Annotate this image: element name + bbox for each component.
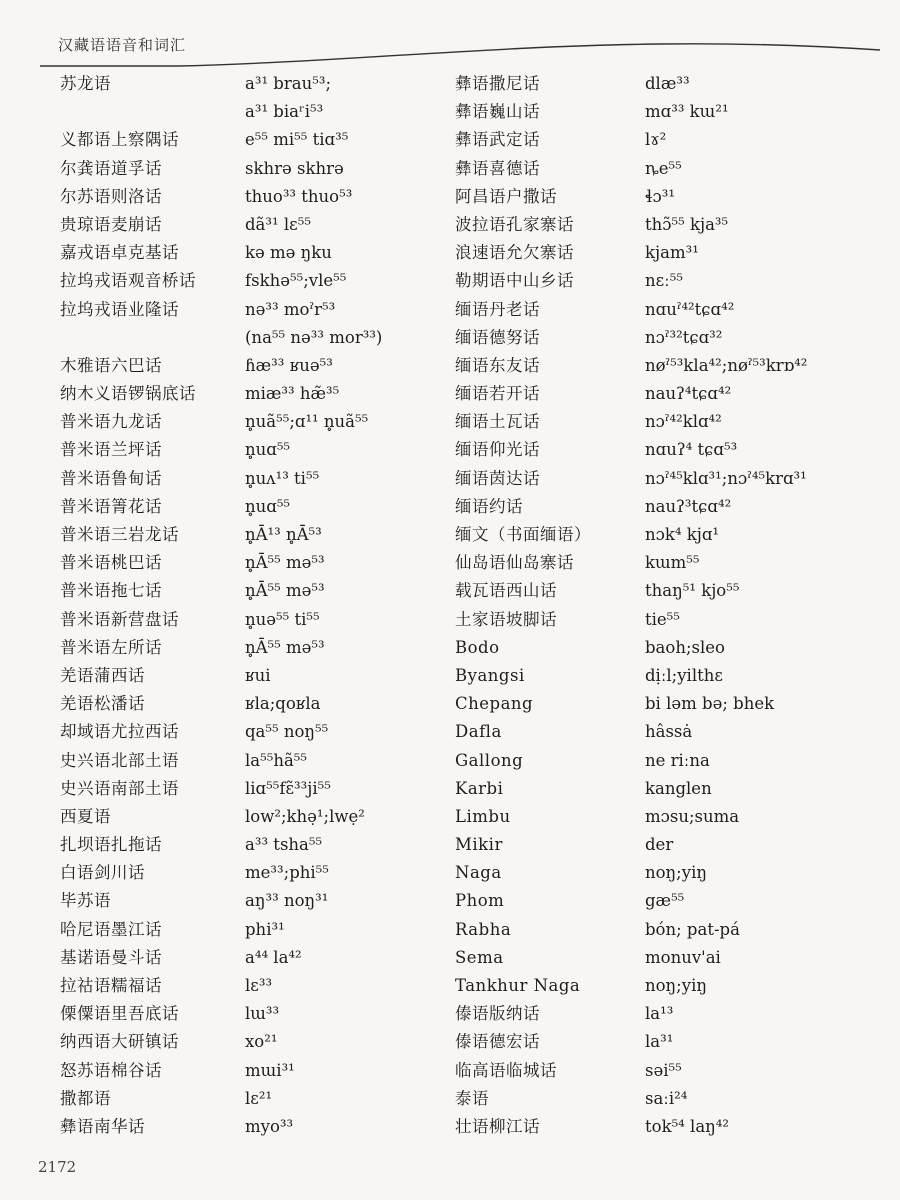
word-form: mɑ³³ kɯ²¹: [645, 102, 729, 122]
word-form: la³¹: [645, 1032, 674, 1052]
table-row: [455, 887, 875, 915]
table-row: [60, 70, 440, 98]
table-row: [60, 803, 440, 831]
word-form: thaŋ⁵¹ kjo⁵⁵: [645, 581, 740, 601]
language-name: Dafla: [455, 722, 502, 742]
table-row: [60, 775, 440, 803]
table-row: [60, 972, 440, 1000]
language-name: 西夏语: [60, 806, 111, 826]
table-row: [60, 1085, 440, 1113]
table-row: [455, 718, 875, 746]
table-row: [455, 859, 875, 887]
table-row: [455, 549, 875, 577]
language-name: 拉祜语糯福话: [60, 976, 162, 995]
language-name: 壮语柳江话: [455, 1116, 540, 1136]
word-form: dã³¹ lɛ⁵⁵: [245, 214, 311, 234]
language-name: 缅语约话: [455, 496, 523, 516]
word-form: la⁵⁵hã⁵⁵: [245, 750, 308, 770]
word-form: e⁵⁵ mi⁵⁵ tiɑ³⁵: [245, 130, 349, 150]
language-name: 却域语尤拉西话: [60, 722, 179, 742]
language-name: 彝语武定话: [455, 130, 540, 150]
word-form: ne riːna: [645, 750, 710, 770]
word-form: mɔsu;suma: [645, 806, 740, 826]
word-form: a³¹ biaʳi⁵³: [245, 102, 324, 122]
language-name: 基诺语曼斗话: [60, 947, 162, 967]
word-form: lɛ²¹: [245, 1088, 273, 1108]
word-form: kɯm⁵⁵: [645, 553, 700, 573]
table-row: [455, 690, 875, 718]
word-form: nɑuʔ⁴ tɕɑ⁵³: [645, 440, 738, 460]
table-row: [455, 183, 875, 211]
language-name: 缅文（书面缅语）: [455, 525, 591, 544]
word-form: nɔk⁴ kjɑ¹: [645, 525, 720, 544]
table-row: [455, 324, 875, 352]
language-name: Chepang: [455, 694, 534, 714]
word-form: nɑuˀ⁴²tɕɑ⁴²: [645, 299, 735, 319]
language-name: 勒期语中山乡话: [455, 271, 574, 291]
table-row: [60, 944, 440, 972]
table-row: [60, 324, 440, 352]
table-row: [60, 577, 440, 605]
language-name: Gallong: [455, 750, 524, 770]
table-row: [60, 465, 440, 493]
page-number: 2172: [38, 1158, 77, 1176]
table-row: [455, 70, 875, 98]
word-form: n̥uã⁵⁵;ɑ¹¹ n̥uã⁵⁵: [245, 412, 369, 432]
language-name: 纳西语大研镇话: [60, 1032, 179, 1052]
language-name: 史兴语南部土语: [60, 778, 179, 798]
header-curve-rule: [40, 40, 880, 68]
table-row: [455, 1085, 875, 1113]
word-form: n̥uə⁵⁵ ti⁵⁵: [245, 609, 320, 629]
table-row: [455, 972, 875, 1000]
table-row: [455, 944, 875, 972]
language-name: 木雅语六巴话: [60, 355, 162, 375]
table-row: [455, 521, 875, 549]
table-row: [60, 493, 440, 521]
language-name: 土家语坡脚话: [455, 609, 557, 629]
table-row: [455, 408, 875, 436]
word-form: kjam³¹: [645, 243, 699, 263]
table-row: [455, 1057, 875, 1085]
language-name: 撒都语: [60, 1088, 111, 1108]
word-form: nɔˀ⁴²klɑ⁴²: [645, 412, 722, 432]
word-form: n̥Ā⁵⁵ mə⁵³: [245, 637, 325, 657]
word-form: aŋ³³ noŋ³¹: [245, 891, 329, 911]
table-row: [60, 887, 440, 915]
table-row: [455, 126, 875, 154]
table-row: [455, 662, 875, 690]
word-form: phi³¹: [245, 919, 285, 939]
language-name: 仙岛语仙岛寨话: [455, 553, 574, 573]
word-form: bi ləm bə; bhek: [645, 694, 775, 714]
language-name: 苏龙语: [60, 74, 111, 93]
table-row: [455, 98, 875, 126]
running-header: 汉藏语语音和词汇: [58, 36, 187, 54]
table-row: [455, 296, 875, 324]
word-form: nɔˀ³²tɕɑ³²: [645, 327, 723, 347]
word-form: ʁla;qoʁla: [245, 694, 321, 714]
word-form: ɦæ³³ ʁuə⁵³: [245, 355, 333, 375]
language-name: 波拉语孔家寨话: [455, 214, 574, 234]
language-name: 彝语巍山话: [455, 102, 540, 122]
language-name: 傈僳语里吾底话: [60, 1004, 179, 1024]
language-name: 纳木义语锣锅底话: [60, 384, 196, 404]
table-row: [60, 1057, 440, 1085]
word-form: kə mə ŋku: [245, 243, 332, 263]
table-row: [455, 211, 875, 239]
language-name: 浪速语允欠寨话: [455, 243, 574, 263]
language-name: 羌语松潘话: [60, 694, 145, 714]
language-name: Naga: [455, 863, 502, 883]
language-name: 史兴语北部土语: [60, 750, 179, 770]
table-row: [60, 690, 440, 718]
language-name: 缅语德努话: [455, 327, 540, 347]
word-form: a⁴⁴ la⁴²: [245, 947, 302, 967]
table-row: [455, 436, 875, 464]
table-row: [60, 1113, 440, 1141]
language-name: 普米语箐花话: [60, 496, 162, 516]
language-name: 嘉戎语卓克基话: [60, 243, 179, 263]
word-form: ʁui: [245, 665, 271, 685]
language-name: Karbi: [455, 778, 504, 798]
table-row: [60, 747, 440, 775]
word-form: fskhə⁵⁵;vle⁵⁵: [245, 271, 347, 291]
language-name: 怒苏语棉谷话: [60, 1060, 162, 1080]
table-row: [455, 577, 875, 605]
word-form: n̥Ā⁵⁵ mə⁵³: [245, 581, 325, 601]
language-name: 泰语: [455, 1088, 489, 1108]
language-name: Rabha: [455, 919, 512, 939]
language-name: 载瓦语西山话: [455, 581, 557, 601]
table-row: [60, 1000, 440, 1028]
language-name: 羌语蒲西话: [60, 665, 145, 685]
language-name: 拉坞戎语观音桥话: [60, 271, 196, 291]
word-form: dlæ³³: [645, 74, 690, 93]
language-name: 普米语鲁甸话: [60, 468, 162, 488]
table-row: [60, 296, 440, 324]
language-name: 普米语兰坪话: [60, 440, 162, 460]
table-row: [60, 1028, 440, 1056]
word-form: low²;khə̣¹;lwẹ²: [245, 806, 365, 826]
word-form: qa⁵⁵ noŋ⁵⁵: [245, 722, 329, 742]
word-form: səi⁵⁵: [645, 1060, 682, 1080]
language-name: 普米语九龙话: [60, 412, 162, 432]
table-row: [60, 211, 440, 239]
table-row: [60, 126, 440, 154]
word-form: a³³ tsha⁵⁵: [245, 835, 323, 855]
word-form: lɤ²: [645, 130, 667, 150]
table-row: [60, 98, 440, 126]
table-row: [60, 718, 440, 746]
table-row: [60, 352, 440, 380]
language-name: 白语剑川话: [60, 863, 145, 883]
word-form: la¹³: [645, 1004, 674, 1024]
word-form: monuv'ai: [645, 947, 721, 967]
word-form: thuo³³ thuo⁵³: [245, 186, 353, 206]
word-form: nə³³ moˀr⁵³: [245, 299, 336, 319]
table-row: [60, 549, 440, 577]
word-form: nɔˀ⁴⁵klɑ³¹;nɔˀ⁴⁵krɑ³¹: [645, 468, 807, 488]
language-name: 普米语拖七话: [60, 581, 162, 601]
language-name: 哈尼语墨江话: [60, 919, 162, 939]
word-form: dịːl;yilthɛ: [645, 665, 723, 685]
language-name: 缅语土瓦话: [455, 412, 540, 432]
table-row: [60, 606, 440, 634]
table-row: [455, 803, 875, 831]
language-name: Limbu: [455, 806, 511, 826]
word-form: saːi²⁴: [645, 1088, 688, 1108]
word-form: nøˀ⁵³kla⁴²;nøˀ⁵³krɒ⁴²: [645, 355, 808, 375]
word-form: xo²¹: [245, 1032, 278, 1052]
word-form: miæ³³ hæ̃³⁵: [245, 384, 340, 404]
language-name: 普米语新营盘话: [60, 609, 179, 629]
language-name: 彝语南华话: [60, 1116, 145, 1136]
table-row: [455, 747, 875, 775]
word-form: me³³;phi⁵⁵: [245, 863, 329, 883]
language-name: Sema: [455, 947, 504, 967]
word-form: baoh;sleo: [645, 637, 725, 657]
table-row: [60, 267, 440, 295]
table-row: [60, 521, 440, 549]
word-form: n̥Ā¹³ n̥Ā⁵³: [245, 525, 322, 544]
language-name: 缅语若开话: [455, 384, 540, 404]
table-row: [455, 606, 875, 634]
language-name: Phom: [455, 891, 505, 911]
language-name: 缅语茵达话: [455, 468, 540, 488]
word-form: myo³³: [245, 1116, 294, 1136]
language-name: Byangsi: [455, 665, 525, 685]
table-row: [60, 634, 440, 662]
table-row: [455, 493, 875, 521]
word-form: thɔ̃⁵⁵ kja³⁵: [645, 214, 729, 234]
language-name: 傣语德宏话: [455, 1032, 540, 1052]
language-name: 普米语桃巴话: [60, 553, 162, 573]
table-row: [455, 239, 875, 267]
table-row: [60, 916, 440, 944]
left-column-table: [60, 70, 440, 1141]
language-name: Mikir: [455, 835, 503, 855]
word-form: n̥Ā⁵⁵ mə⁵³: [245, 553, 325, 573]
table-row: [455, 1113, 875, 1141]
language-name: 义都语上察隅话: [60, 130, 179, 150]
word-form: gæ⁵⁵: [645, 891, 685, 911]
language-name: 贵琼语麦崩话: [60, 214, 162, 234]
language-name: Tankhur Naga: [455, 976, 581, 995]
language-name: 普米语三岩龙话: [60, 525, 179, 544]
word-form: nauʔ⁴tɕɑ⁴²: [645, 384, 732, 404]
language-name: 缅语东友话: [455, 355, 540, 375]
language-name: 彝语撒尼话: [455, 74, 540, 93]
word-form: tok⁵⁴ laŋ⁴²: [645, 1116, 730, 1136]
language-name: 尔龚语道孚话: [60, 158, 162, 178]
table-row: [60, 831, 440, 859]
word-form: noŋ;yiŋ: [645, 863, 707, 883]
table-row: [455, 916, 875, 944]
table-row: [455, 1028, 875, 1056]
word-form: bón; pat-pá: [645, 919, 740, 939]
word-form: liɑ⁵⁵fɛ̃³³ji⁵⁵: [245, 778, 331, 798]
word-form: ɬɔ³¹: [645, 186, 675, 206]
table-row: [60, 239, 440, 267]
right-column-table: [455, 70, 875, 1141]
word-form: hâssȧ: [645, 722, 693, 742]
language-name: 阿昌语户撒话: [455, 186, 557, 206]
language-name: 临高语临城话: [455, 1060, 557, 1080]
word-form: nɛː⁵⁵: [645, 271, 683, 291]
table-row: [455, 775, 875, 803]
language-name: 毕苏语: [60, 891, 111, 911]
table-row: [60, 859, 440, 887]
table-row: [455, 1000, 875, 1028]
table-row: [60, 436, 440, 464]
word-form: kanglen: [645, 778, 712, 798]
table-row: [455, 352, 875, 380]
language-name: 缅语仰光话: [455, 440, 540, 460]
word-form: mɯi³¹: [245, 1060, 295, 1080]
word-form: der: [645, 835, 674, 855]
table-row: [455, 465, 875, 493]
language-name: 尔苏语则洛话: [60, 186, 162, 206]
table-row: [455, 267, 875, 295]
table-row: [60, 380, 440, 408]
word-form: noŋ;yiŋ: [645, 976, 707, 995]
table-row: [455, 155, 875, 183]
word-form: (na⁵⁵ nə³³ mor³³): [245, 327, 383, 347]
word-form: lɛ³³: [245, 976, 273, 995]
word-form: a³¹ brau⁵³;: [245, 74, 332, 93]
language-name: Bodo: [455, 637, 500, 657]
language-name: 傣语版纳话: [455, 1004, 540, 1024]
table-row: [455, 831, 875, 859]
word-form: n̥uɑ⁵⁵: [245, 496, 291, 516]
language-name: 拉坞戎语业隆话: [60, 299, 179, 319]
table-row: [60, 662, 440, 690]
table-row: [60, 155, 440, 183]
word-form: ȵe⁵⁵: [645, 158, 682, 178]
table-row: [60, 183, 440, 211]
word-form: lɯ³³: [245, 1004, 280, 1024]
word-form: n̥uɑ⁵⁵: [245, 440, 291, 460]
word-form: skhrə skhrə: [245, 158, 344, 178]
word-form: tie⁵⁵: [645, 609, 680, 629]
word-form: nauʔ³tɕɑ⁴²: [645, 496, 732, 516]
language-name: 普米语左所话: [60, 637, 162, 657]
language-name: 缅语丹老话: [455, 299, 540, 319]
word-form: n̥uʌ¹³ ti⁵⁵: [245, 468, 320, 488]
language-name: 扎坝语扎拖话: [60, 835, 162, 855]
table-row: [455, 634, 875, 662]
language-name: 彝语喜德话: [455, 158, 540, 178]
table-row: [60, 408, 440, 436]
table-row: [455, 380, 875, 408]
